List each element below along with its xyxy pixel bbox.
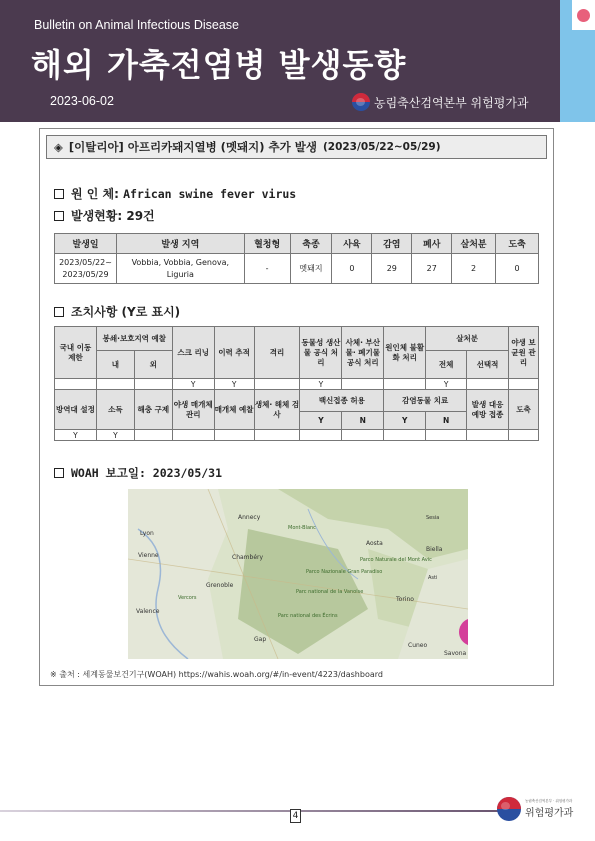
topic-range: (2023/05/22~05/29) [322,141,441,153]
value-cell [426,430,467,441]
hdr-carcass: 동물성 생산물 공식 처리 [300,327,342,379]
map-place-label: Biella [426,546,443,553]
value-cell [254,379,300,390]
hdr-trace: 이력 추적 [214,327,254,379]
hdr-zone: 봉쇄·보호지역 예찰 [96,327,172,351]
terrain-map [128,489,468,659]
value-cell: Y [172,379,214,390]
value-cell [467,379,509,390]
corner-tab [572,0,595,30]
map-place-label: Parc national de la Vanoise [296,589,364,595]
cell-slaughtered: 0 [496,254,539,284]
square-bullet-icon [54,468,64,478]
footer-logo [497,797,573,821]
value-cell: Y [214,379,254,390]
value-cell [254,430,300,441]
cell-species: 멧돼지 [290,254,332,284]
cell-dead: 27 [412,254,452,284]
value-cell: Y [300,379,342,390]
taegeuk-icon [352,93,370,111]
cause-line [54,185,296,202]
measures-values-row-2 [55,430,539,441]
hdr-byproduct: 사체· 부산물· 폐기물 공식 처리 [342,327,384,379]
cause-value: African swine fever virus [123,186,297,201]
status-label: 발생현황: [71,209,123,223]
bulletin-subtitle: Bulletin on Animal Infectious Disease [34,18,239,32]
hdr-cull-all: 전체 [426,351,467,379]
occurrence-table [54,233,539,284]
map-place-label: Gap [254,636,267,643]
value-cell [134,379,172,390]
col-header: 발생 지역 [116,234,244,254]
cell-serotype: - [244,254,290,284]
measures-values-row [55,379,539,390]
value-cell [96,379,134,390]
value-cell [342,430,384,441]
topic-title: [이탈리아] 아프리카돼지열병 (멧돼지) 추가 발생 [68,140,317,154]
org-label [352,93,529,111]
map-place-label: Grenoble [206,582,234,589]
map-place-label: Vienne [138,552,159,559]
map-place-label: Mont-Blanc [288,525,316,531]
hdr-slaughter: 도축 [508,390,538,430]
measures-table [54,326,539,441]
map-place-label: Lyon [140,530,154,537]
map-place-label: Parco Nazionale Gran Paradiso [306,569,383,575]
value-cell [172,430,214,441]
page-number: 4 [290,809,301,823]
col-header: 살처분 [452,234,496,254]
hdr-tr-n: N [426,412,467,430]
topic-bar [46,135,547,159]
status-value: 29건 [126,209,155,223]
col-header: 발생일 [55,234,117,254]
footer-org-small: 농림축산검역본부 · 위험평가과 [525,799,573,803]
taegeuk-icon [497,797,521,821]
cell-kept: 0 [332,254,372,284]
hdr-inactivation: 원인체 불활화 처리 [384,327,426,379]
measures-line [54,303,180,320]
value-cell [508,379,538,390]
value-cell [342,379,384,390]
square-bullet-icon [54,307,64,317]
hdr-vaccine: 백신접종 허용 [300,390,384,412]
value-cell [55,379,97,390]
hdr-bio-inspect: 생체· 해체 검사 [254,390,300,430]
hdr-zone-out: 외 [134,351,172,379]
hdr-screening: 스크 리닝 [172,327,214,379]
map-place-label: Parco Naturale del Mont Avic [360,557,432,563]
outbreak-map[interactable] [128,489,468,659]
map-place-label: Cuneo [408,642,428,649]
hdr-quarantine: 격리 [254,327,300,379]
hdr-wildlife: 야생 보균원 관리 [508,327,538,379]
corner-dot [577,9,590,22]
hdr-tr-y: Y [384,412,426,430]
diamond-icon: ◈ [54,140,63,154]
cell-infected: 29 [372,254,412,284]
hdr-culling: 살처분 [426,327,509,351]
col-header: 혈청형 [244,234,290,254]
hdr-cull-selective: 선택적 [467,351,509,379]
value-cell [384,430,426,441]
cell-culled: 2 [452,254,496,284]
value-cell: Y [426,379,467,390]
hdr-vector-survey: 매개체 예찰 [214,390,254,430]
value-cell [214,430,254,441]
col-header: 사육 [332,234,372,254]
measures-label: 조치사항 (Y로 표시) [71,305,181,319]
source-note: ※ 출처 : 세계동물보건기구(WOAH) https://wahis.woah.org/#/in-event/4223/dashboard [50,670,383,679]
value-cell [384,379,426,390]
map-place-label: Sesia [426,515,440,521]
report-box [39,128,554,686]
map-place-label: Chambéry [232,554,264,561]
hdr-wild-monitor: 야생 매개체 관리 [172,390,214,430]
map-place-label: Annecy [238,514,261,521]
hdr-import-limit: 국내 이동 제한 [55,327,97,379]
hdr-vac-y: Y [300,412,342,430]
cell-region: Vobbia, Vobbia, Genova, Liguria [116,254,244,284]
map-place-label: Valence [136,608,160,615]
table-row [55,254,539,284]
cell-date: 2023/05/22~ 2023/05/29 [55,254,117,284]
hdr-disinfection: 소독 [96,390,134,430]
col-header: 도축 [496,234,539,254]
hdr-treatment: 감염동물 치료 [384,390,467,412]
page-title: 해외 가축전염병 발생동향 [31,46,407,84]
value-cell [508,430,538,441]
hdr-vector: 해충 구제 [134,390,172,430]
col-header: 축종 [290,234,332,254]
value-cell [467,430,509,441]
col-header: 폐사 [412,234,452,254]
woah-line [54,465,222,481]
cause-label: 원 인 체: [71,187,119,201]
map-place-label: Vercors [178,595,197,601]
hdr-zone-in: 내 [96,351,134,379]
value-cell [300,430,342,441]
status-line [54,207,155,224]
map-place-label: Torino [396,596,414,603]
footer-rule [0,810,500,812]
measures-header-row-2 [55,390,539,412]
table-header-row [55,234,539,254]
value-cell [134,430,172,441]
col-header: 감염 [372,234,412,254]
org-name: 농림축산검역본부 위험평가과 [374,95,529,110]
map-place-label: Savona [444,650,467,657]
value-cell: Y [96,430,134,441]
hdr-border: 방역대 설정 [55,390,97,430]
hdr-vac-n: N [342,412,384,430]
measures-header-row [55,327,539,351]
map-place-label: Asti [428,575,438,581]
square-bullet-icon [54,211,64,221]
footer-org-name: 위험평가과 [525,808,574,819]
publish-date: 2023-06-02 [50,94,114,108]
square-bullet-icon [54,189,64,199]
map-place-label: Parc national des Écrins [278,613,338,619]
woah-date: WOAH 보고일: 2023/05/31 [71,466,223,480]
hdr-prevent: 발생 대응 예방 접종 [467,390,509,430]
value-cell: Y [55,430,97,441]
map-place-label: Aosta [366,540,383,547]
